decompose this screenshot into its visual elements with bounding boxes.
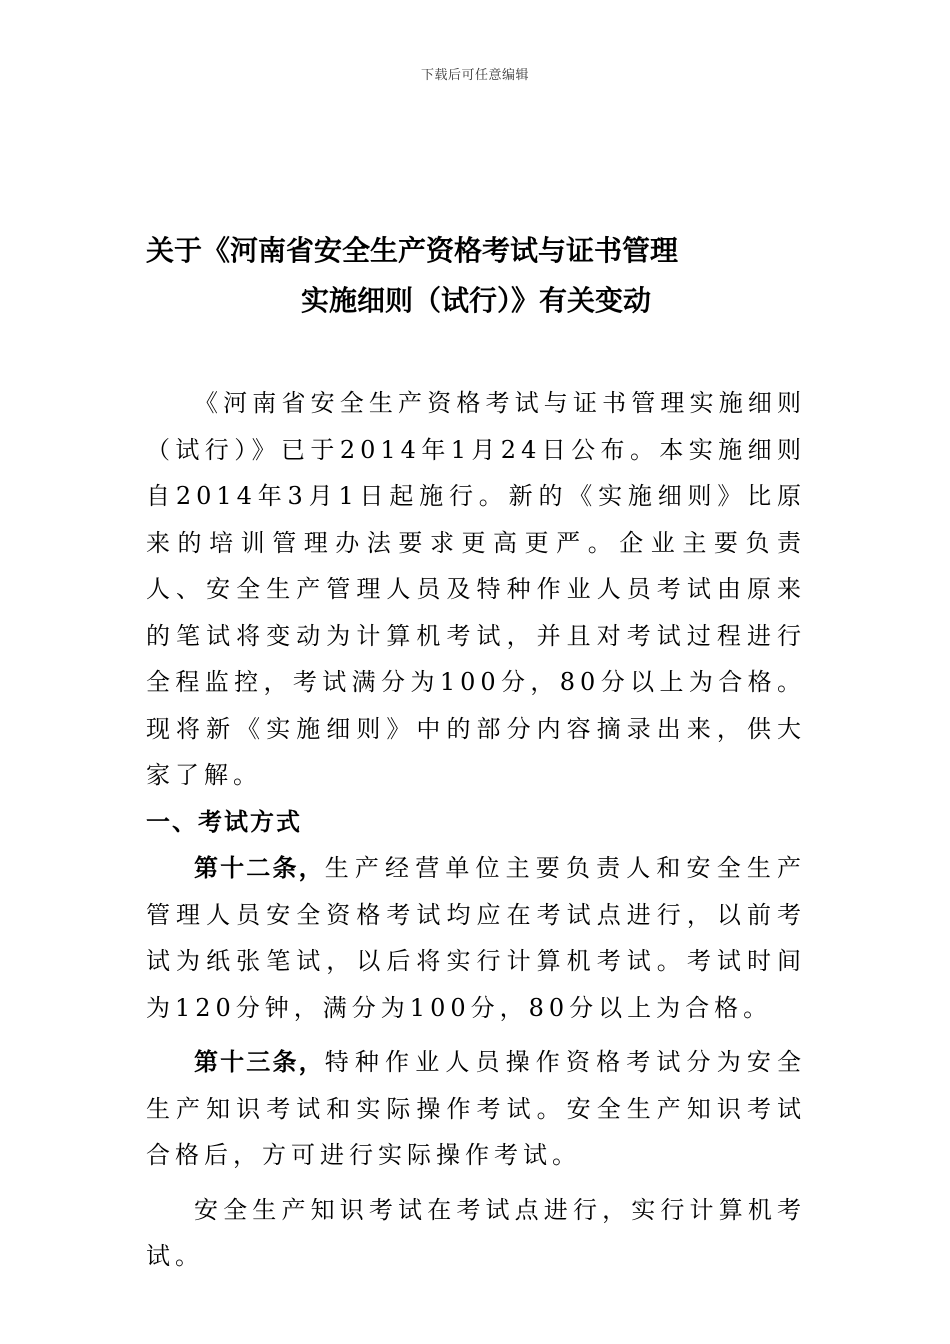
- article-13-label: 第十三条，: [194, 1048, 325, 1076]
- computer-exam-paragraph: 安全生产知识考试在考试点进行，实行计算机考试。: [146, 1195, 806, 1270]
- document-title-line-2: 实施细则（试行）》有关变动: [300, 284, 651, 317]
- section-heading-exam-method: 一、考试方式: [146, 807, 302, 836]
- intro-paragraph: 《河南省安全生产资格考试与证书管理实施细则（试行）》已于2014年1月24日公布。本实施细则自2014年3月1日起施行。新的《实施细则》比原来的培训管理办法要求更高更严。企业主要负责人、安全生产管理人员及特种作业人员考试由原来的笔试将变动为计算机考试，并且对考试过程进行全程监控，考试满分为100分，80分以上为合格。现将新《实施细则》中的部分内容摘录出来，供大家了解。: [146, 389, 806, 789]
- paragraph-gap: [146, 1179, 806, 1187]
- header-note: 下载后可任意编辑: [420, 68, 529, 83]
- document-title-line-1: 关于《河南省安全生产资格考试与证书管理: [146, 234, 679, 267]
- article-12-paragraph: [146, 845, 806, 1031]
- article-13-text: 特种作业人员操作资格考试分为安全生产知识考试和实际操作考试。安全生产知识考试合格后，方可进行实际操作考试。: [146, 1048, 806, 1169]
- article-13-paragraph: [146, 1039, 806, 1179]
- document-body: [146, 380, 806, 1280]
- article-12-text: 生产经营单位主要负责人和安全生产管理人员安全资格考试均应在考试点进行，以前考试为纸张笔试，以后将实行计算机考试。考试时间为120分钟，满分为100分，80分以上为合格。: [146, 854, 806, 1022]
- article-12-label: 第十二条，: [194, 854, 325, 882]
- paragraph-gap: [146, 1031, 806, 1039]
